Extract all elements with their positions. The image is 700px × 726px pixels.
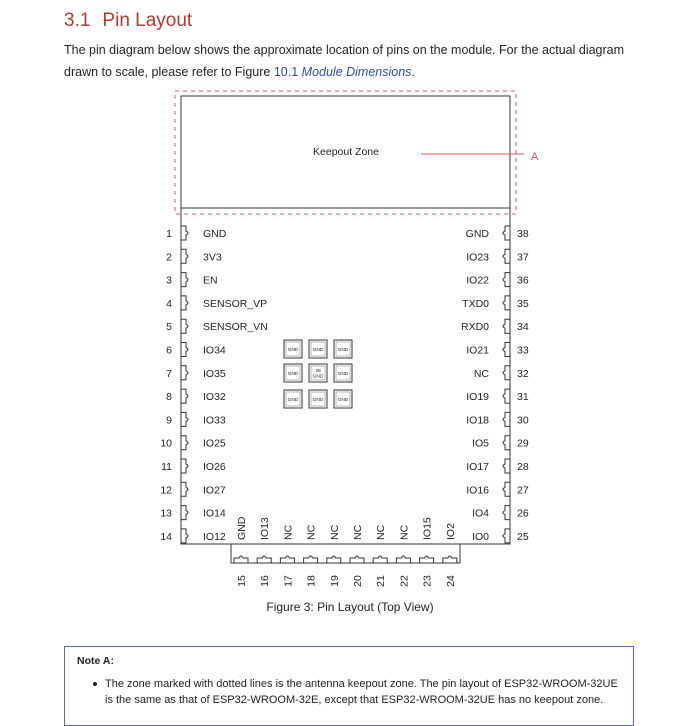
right-pin-number-33: 33 bbox=[517, 344, 529, 357]
intro-text-before: The pin diagram below shows the approximate location of pins on the module. For the actual diagram drawn to scale, please refer to Figure bbox=[64, 43, 625, 79]
right-pin-pad-34 bbox=[503, 319, 510, 333]
right-pin-name-32: NC bbox=[473, 367, 489, 380]
right-pin-name-38: GND bbox=[465, 228, 489, 240]
left-pin-name-10: IO25 bbox=[203, 437, 226, 450]
left-pin-pad-5 bbox=[181, 319, 188, 333]
right-pin-pad-33 bbox=[503, 343, 510, 357]
left-pin-pad-10 bbox=[181, 436, 188, 450]
bottom-pin-number-17: 17 bbox=[282, 575, 295, 587]
right-pin-name-37: IO23 bbox=[466, 251, 489, 264]
bottom-pin-pad-19 bbox=[327, 556, 341, 563]
left-pin-name-7: IO35 bbox=[203, 367, 226, 380]
bottom-pin-name-18: NC bbox=[305, 524, 318, 540]
left-pin-number-8: 8 bbox=[166, 391, 172, 404]
bottom-pin-pad-22 bbox=[396, 556, 410, 563]
left-pin-name-5: SENSOR_VN bbox=[203, 321, 268, 334]
bottom-pin-number-19: 19 bbox=[328, 575, 341, 587]
left-pin-name-12: IO27 bbox=[203, 484, 226, 497]
bottom-pin-pad-24 bbox=[443, 556, 457, 563]
left-pin-group bbox=[160, 226, 267, 543]
bottom-pin-pad-18 bbox=[304, 556, 318, 563]
left-pin-name-9: IO33 bbox=[203, 414, 226, 427]
bottom-pin-number-16: 16 bbox=[259, 575, 272, 587]
right-pin-pad-38 bbox=[503, 226, 510, 240]
callout-label: A bbox=[531, 151, 539, 163]
bottom-pin-strip bbox=[231, 544, 460, 563]
right-pin-name-31: IO19 bbox=[466, 391, 489, 404]
center-pad-label-0-2-0: GND bbox=[337, 348, 349, 353]
left-pin-pad-6 bbox=[181, 343, 188, 357]
right-pin-name-25: IO0 bbox=[472, 530, 489, 543]
left-pin-pad-3 bbox=[181, 273, 188, 287]
right-pin-pad-30 bbox=[503, 412, 510, 426]
module-outline bbox=[181, 96, 510, 544]
bottom-pin-number-22: 22 bbox=[398, 575, 411, 587]
center-pad-label-0-0-0: GND bbox=[287, 348, 299, 353]
bottom-pin-number-23: 23 bbox=[421, 575, 434, 587]
bottom-pin-name-19: NC bbox=[328, 524, 341, 540]
bottom-pin-pad-23 bbox=[420, 556, 434, 563]
left-pin-number-6: 6 bbox=[166, 344, 172, 357]
bottom-pin-name-23: IO15 bbox=[421, 517, 434, 540]
left-pin-number-2: 2 bbox=[166, 251, 172, 264]
left-pin-number-9: 9 bbox=[166, 414, 172, 427]
right-pin-name-36: IO22 bbox=[466, 274, 489, 287]
bottom-pin-pad-16 bbox=[257, 556, 271, 563]
bottom-pin-pad-20 bbox=[350, 556, 364, 563]
right-pin-pad-28 bbox=[503, 459, 510, 473]
right-pin-number-25: 25 bbox=[517, 530, 529, 543]
left-pin-pad-14 bbox=[181, 529, 188, 543]
left-pin-pad-8 bbox=[181, 389, 188, 403]
right-pin-number-38: 38 bbox=[517, 228, 529, 240]
left-pin-name-2: 3V3 bbox=[203, 251, 222, 264]
figure-link-number: 10.1 bbox=[273, 65, 299, 79]
left-pin-pad-12 bbox=[181, 482, 188, 496]
bottom-pin-number-21: 21 bbox=[375, 575, 388, 587]
bottom-pin-name-17: NC bbox=[282, 524, 295, 540]
right-pin-number-28: 28 bbox=[517, 461, 529, 473]
right-pin-name-29: IO5 bbox=[472, 437, 489, 450]
keepout-zone-label: Keepout Zone bbox=[313, 146, 379, 158]
center-pad-label-0-1-0: GND bbox=[312, 348, 324, 353]
bottom-pin-name-24: IO2 bbox=[444, 523, 457, 540]
right-pin-name-27: IO16 bbox=[466, 484, 489, 497]
center-pad-group bbox=[284, 340, 352, 408]
bottom-pin-group bbox=[231, 516, 460, 587]
center-pad-label-2-2-0: GND bbox=[337, 398, 349, 403]
center-pad-label-1-1-1: GND bbox=[312, 374, 324, 380]
left-pin-pad-11 bbox=[181, 459, 188, 473]
right-pin-name-26: IO4 bbox=[472, 507, 489, 520]
bottom-pin-number-18: 18 bbox=[305, 575, 318, 587]
right-pin-group bbox=[461, 226, 529, 543]
left-pin-pad-13 bbox=[181, 506, 188, 520]
left-pin-pad-7 bbox=[181, 366, 188, 380]
right-pin-pad-35 bbox=[503, 296, 510, 310]
left-pin-name-14: IO12 bbox=[203, 530, 226, 543]
left-pin-number-4: 4 bbox=[166, 297, 172, 310]
left-pin-pad-1 bbox=[181, 226, 188, 240]
right-pin-pad-37 bbox=[503, 249, 510, 263]
bottom-pin-name-22: NC bbox=[398, 524, 411, 540]
right-pin-number-27: 27 bbox=[517, 484, 529, 497]
bottom-pin-pad-17 bbox=[280, 556, 294, 563]
bottom-pin-name-21: NC bbox=[375, 524, 388, 540]
left-pin-pad-9 bbox=[181, 412, 188, 426]
left-pin-number-1: 1 bbox=[166, 228, 172, 240]
left-pin-name-3: EN bbox=[203, 274, 218, 287]
center-pad-label-2-1-0: GND bbox=[312, 398, 324, 403]
right-pin-number-26: 26 bbox=[517, 507, 529, 520]
right-pin-number-36: 36 bbox=[517, 274, 529, 287]
figure-link-title: Module Dimensions bbox=[301, 65, 412, 79]
note-text: The zone marked with dotted lines is the antenna keepout zone. The pin layout of ESP32-WROOM-32UE is the same as that of ESP32-WROOM-32E, except that ESP32-WROOM-32UE has no keepout zone. bbox=[105, 678, 618, 706]
left-pin-pad-2 bbox=[181, 249, 188, 263]
right-pin-name-35: TXD0 bbox=[462, 297, 489, 310]
right-pin-pad-32 bbox=[503, 366, 510, 380]
left-pin-number-12: 12 bbox=[160, 484, 172, 497]
right-pin-pad-27 bbox=[503, 482, 510, 496]
right-pin-number-32: 32 bbox=[517, 367, 529, 380]
bottom-pin-name-20: NC bbox=[352, 524, 364, 540]
right-pin-name-34: RXD0 bbox=[460, 321, 489, 334]
right-pin-number-35: 35 bbox=[517, 297, 529, 310]
left-pin-name-6: IO34 bbox=[203, 344, 226, 357]
note-bullet-icon bbox=[93, 682, 97, 686]
right-pin-name-28: IO17 bbox=[466, 461, 489, 473]
left-pin-name-8: IO32 bbox=[203, 391, 226, 404]
left-pin-number-7: 7 bbox=[166, 367, 172, 380]
right-pin-number-37: 37 bbox=[517, 251, 529, 264]
section-title: Pin Layout bbox=[102, 10, 193, 31]
center-pad-label-1-0-0: GND bbox=[287, 372, 299, 377]
bottom-pin-pad-21 bbox=[373, 556, 387, 563]
left-pin-name-11: IO26 bbox=[203, 461, 226, 473]
center-pad-label-1-1-0: 39 bbox=[315, 369, 321, 374]
right-pin-number-31: 31 bbox=[517, 391, 529, 404]
center-pad-label-2-0-0: GND bbox=[287, 398, 299, 403]
bottom-pin-number-20: 20 bbox=[352, 575, 364, 587]
left-pin-number-3: 3 bbox=[166, 274, 172, 287]
left-pin-name-1: GND bbox=[203, 228, 227, 240]
note-title: Note A: bbox=[77, 655, 114, 667]
bottom-pin-name-15: GND bbox=[236, 516, 248, 540]
left-pin-number-10: 10 bbox=[160, 437, 172, 450]
section-number: 3.1 bbox=[64, 10, 91, 31]
left-pin-number-11: 11 bbox=[161, 461, 172, 473]
right-pin-pad-26 bbox=[503, 506, 510, 520]
right-pin-name-33: IO21 bbox=[466, 344, 489, 357]
bottom-pin-number-24: 24 bbox=[444, 575, 457, 587]
bottom-pin-pad-15 bbox=[234, 556, 248, 563]
left-pin-number-13: 13 bbox=[160, 507, 172, 520]
figure-caption: Figure 3: Pin Layout (Top View) bbox=[266, 600, 434, 614]
right-pin-number-30: 30 bbox=[517, 414, 529, 427]
right-pin-pad-25 bbox=[503, 529, 510, 543]
right-pin-name-30: IO18 bbox=[466, 414, 489, 427]
intro-text-after: . bbox=[411, 65, 415, 79]
right-pin-pad-29 bbox=[503, 436, 510, 450]
left-pin-number-14: 14 bbox=[160, 530, 172, 543]
left-pin-name-4: SENSOR_VP bbox=[203, 297, 268, 310]
left-pin-pad-4 bbox=[181, 296, 188, 310]
right-pin-pad-31 bbox=[503, 389, 510, 403]
right-pin-pad-36 bbox=[503, 273, 510, 287]
left-pin-number-5: 5 bbox=[166, 321, 172, 334]
note-box bbox=[64, 646, 634, 726]
left-pin-name-13: IO14 bbox=[203, 507, 226, 520]
right-pin-number-29: 29 bbox=[517, 437, 529, 450]
bottom-pin-number-15: 15 bbox=[236, 575, 248, 587]
bottom-pin-name-16: IO13 bbox=[259, 517, 272, 540]
right-pin-number-34: 34 bbox=[517, 321, 529, 334]
center-pad-label-1-2-0: GND bbox=[337, 372, 349, 377]
